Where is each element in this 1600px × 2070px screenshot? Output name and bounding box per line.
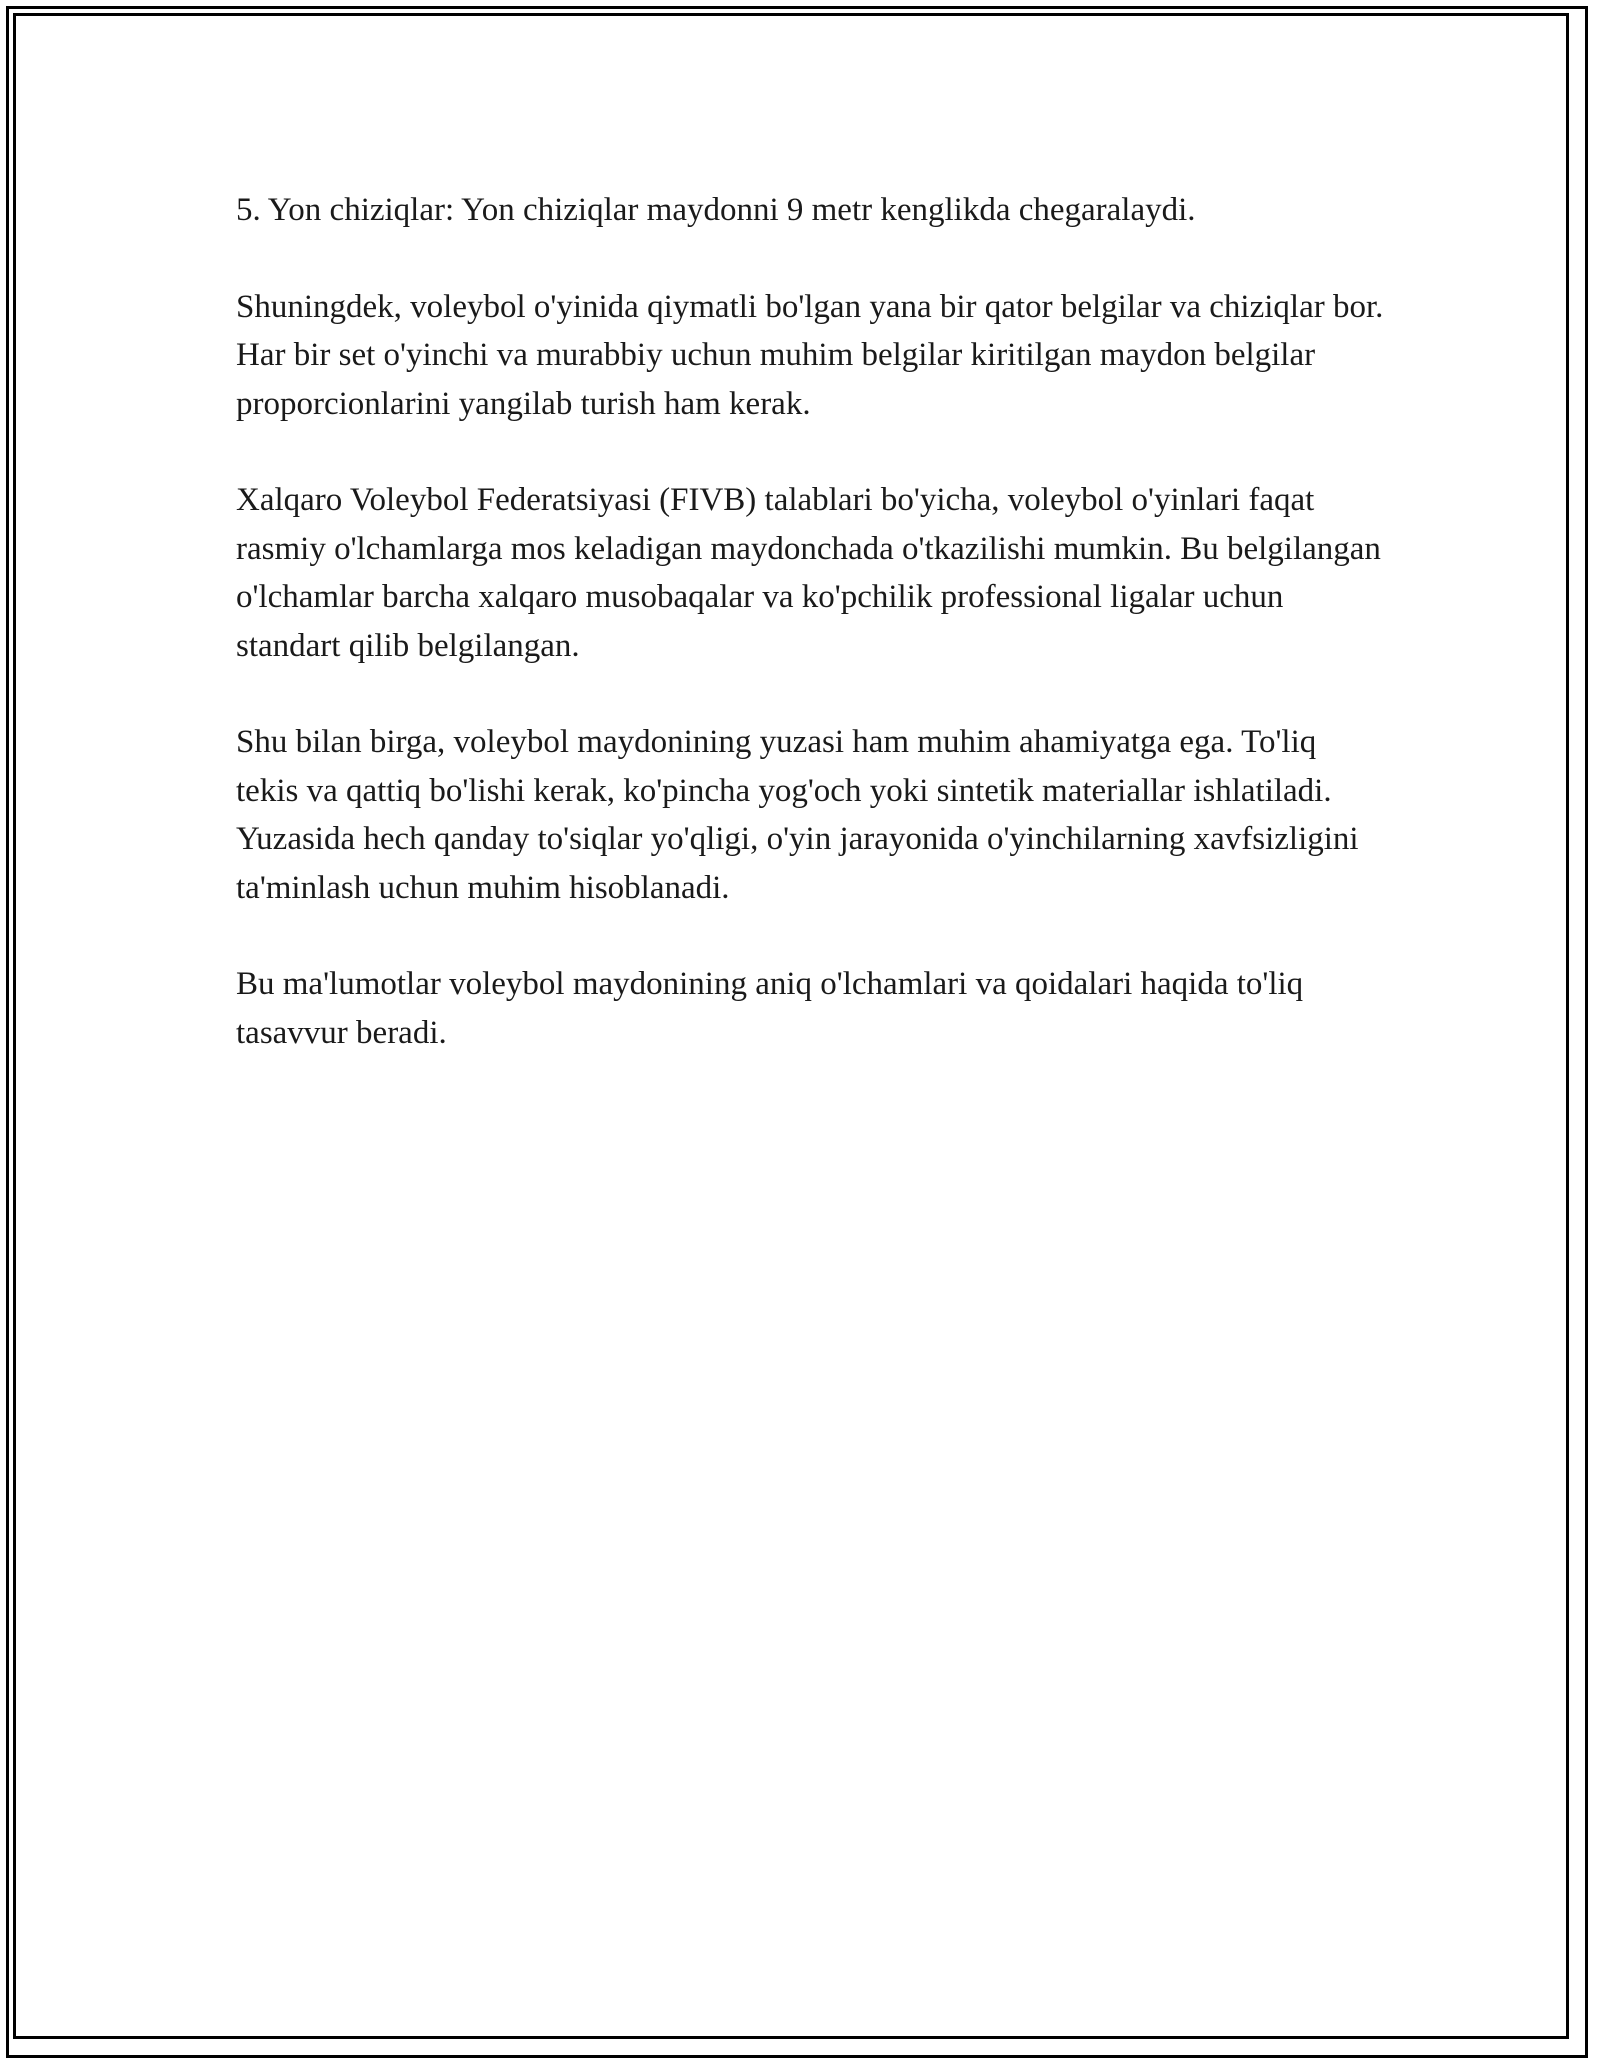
document-body [236,186,1386,1105]
paragraph-conclusion: Bu ma'lumotlar voleybol maydonining aniq o'lchamlari va qoidalari haqida to'liq tasavvur beradi. [236,966,1304,1051]
paragraph-fivb-requirements: Xalqaro Voleybol Federatsiyasi (FIVB) talablari bo'yicha, voleybol o'yinlari faqat rasmiy o'lchamlarga mos keladigan maydonchada o'tkazilishi mumkin. Bu belgilangan o'lchamlar barcha xalqaro musobaqalar va ko'pchilik professional ligalar uchun standart qilib belgilangan. [236,482,1381,664]
paragraph-side-lines: 5. Yon chiziqlar: Yon chiziqlar maydonni 9 metr kenglikda chegaralaydi. [236,192,1196,228]
paragraph-court-surface: Shu bilan birga, voleybol maydonining yuzasi ham muhim ahamiyatga ega. To'liq tekis va qattiq bo'lishi kerak, ko'pincha yog'och yoki sintetik materiallar ishlatiladi. Yuzasida hech qanday to'siqlar yo'qligi, o'yin jarayonida o'yinchilarning xavfsizligini ta'minlash uchun muhim hisoblanadi. [236,724,1359,906]
paragraph-markings: Shuningdek, voleybol o'yinida qiymatli bo'lgan yana bir qator belgilar va chiziqlar bor. Har bir set o'yinchi va murabbiy uchun muhim belgilar kiritilgan maydon belgilar proporcionlarini yangilab turish ham kerak. [236,288,1384,422]
